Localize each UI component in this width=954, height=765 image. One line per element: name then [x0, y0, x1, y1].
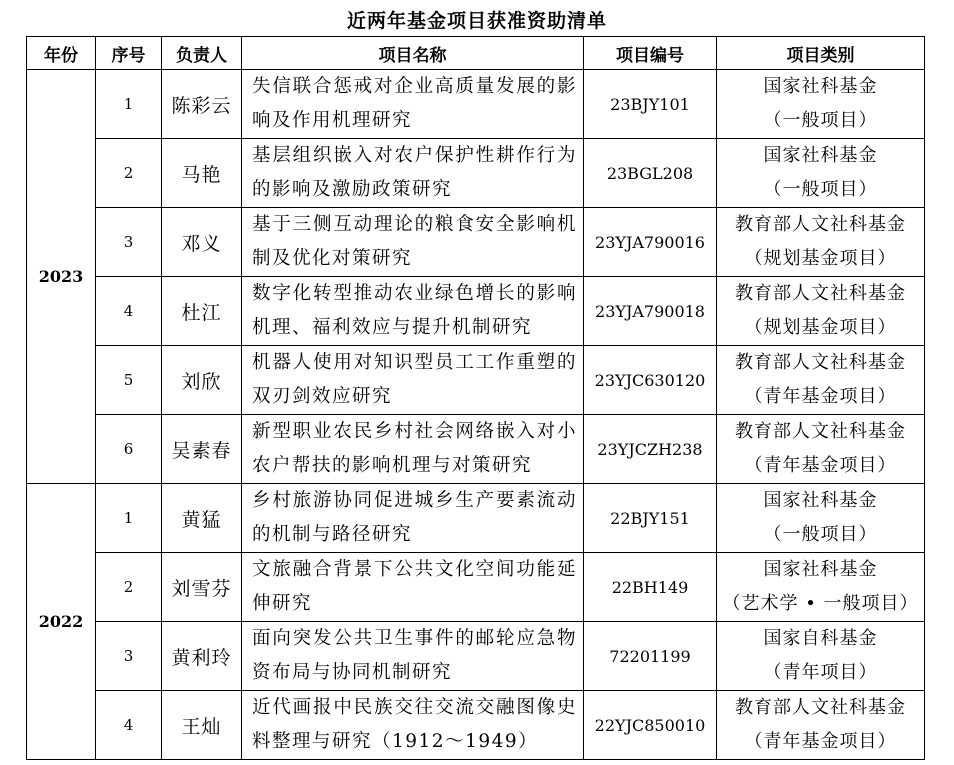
category-cell [717, 139, 925, 208]
funding-table [26, 36, 925, 760]
project-code-cell: 22YJC850010 [584, 691, 717, 760]
person-cell: 王灿 [162, 691, 242, 760]
category-line: 教育部人文社科基金 [735, 214, 906, 235]
header-code: 项目编号 [584, 37, 717, 70]
table-row [27, 208, 925, 277]
seq-cell: 2 [96, 553, 162, 622]
table-row [27, 70, 925, 139]
project-name-cell: 基于三侧互动理论的粮食安全影响机制及优化对策研究 [242, 208, 584, 277]
category-cell [717, 553, 925, 622]
header-name: 项目名称 [242, 37, 584, 70]
project-name-cell: 数字化转型推动农业绿色增长的影响机理、福利效应与提升机制研究 [242, 277, 584, 346]
project-name-cell: 基层组织嵌入对农户保护性耕作行为的影响及激励政策研究 [242, 139, 584, 208]
person-cell: 刘欣 [162, 346, 242, 415]
seq-cell: 6 [96, 415, 162, 484]
category-subline: （一般项目） [763, 179, 878, 200]
category-subline: （艺术学 • 一般项目） [722, 593, 919, 614]
category-line: 国家自科基金 [763, 628, 878, 649]
category-cell [717, 277, 925, 346]
project-code-cell: 72201199 [584, 622, 717, 691]
category-line: 国家社科基金 [763, 559, 878, 580]
category-line: 国家社科基金 [763, 145, 878, 166]
category-subline: （青年基金项目） [744, 731, 897, 752]
category-subline: （青年基金项目） [744, 386, 897, 407]
table-row [27, 346, 925, 415]
category-line: 教育部人文社科基金 [735, 352, 906, 373]
project-code-cell: 23YJA790018 [584, 277, 717, 346]
category-subline: （一般项目） [763, 110, 878, 131]
project-name-cell: 失信联合惩戒对企业高质量发展的影响及作用机理研究 [242, 70, 584, 139]
header-year: 年份 [27, 37, 96, 70]
table-row [27, 415, 925, 484]
project-name-cell: 面向突发公共卫生事件的邮轮应急物资布局与协同机制研究 [242, 622, 584, 691]
table-row [27, 553, 925, 622]
project-code-cell: 22BJY151 [584, 484, 717, 553]
seq-cell: 1 [96, 70, 162, 139]
project-name-cell: 文旅融合背景下公共文化空间功能延伸研究 [242, 553, 584, 622]
category-subline: （青年项目） [763, 662, 878, 683]
person-cell: 陈彩云 [162, 70, 242, 139]
person-cell: 吴素春 [162, 415, 242, 484]
project-code-cell: 23YJC630120 [584, 346, 717, 415]
project-name-cell: 机器人使用对知识型员工工作重塑的双刃剑效应研究 [242, 346, 584, 415]
category-cell [717, 208, 925, 277]
project-code-cell: 22BH149 [584, 553, 717, 622]
header-category: 项目类别 [717, 37, 925, 70]
table-row [27, 691, 925, 760]
category-subline: （一般项目） [763, 524, 878, 545]
header-row [27, 37, 925, 70]
table-row [27, 277, 925, 346]
person-cell: 邓义 [162, 208, 242, 277]
project-code-cell: 23YJA790016 [584, 208, 717, 277]
person-cell: 刘雪芬 [162, 553, 242, 622]
category-cell [717, 691, 925, 760]
header-seq: 序号 [96, 37, 162, 70]
category-line: 教育部人文社科基金 [735, 697, 906, 718]
category-cell [717, 70, 925, 139]
project-name-cell: 新型职业农民乡村社会网络嵌入对小农户帮扶的影响机理与对策研究 [242, 415, 584, 484]
seq-cell: 5 [96, 346, 162, 415]
category-cell [717, 415, 925, 484]
category-cell [717, 346, 925, 415]
category-subline: （青年基金项目） [744, 455, 897, 476]
seq-cell: 1 [96, 484, 162, 553]
person-cell: 黄猛 [162, 484, 242, 553]
seq-cell: 4 [96, 277, 162, 346]
seq-cell: 3 [96, 622, 162, 691]
header-person: 负责人 [162, 37, 242, 70]
category-subline: （规划基金项目） [744, 248, 897, 269]
table-row [27, 139, 925, 208]
category-cell [717, 484, 925, 553]
category-cell [717, 622, 925, 691]
person-cell: 黄利玲 [162, 622, 242, 691]
project-code-cell: 23BJY101 [584, 70, 717, 139]
seq-cell: 2 [96, 139, 162, 208]
project-code-cell: 23YJCZH238 [584, 415, 717, 484]
table-row [27, 622, 925, 691]
category-line: 教育部人文社科基金 [735, 283, 906, 304]
page-title: 近两年基金项目获准资助清单 [346, 10, 607, 32]
project-name-cell: 乡村旅游协同促进城乡生产要素流动的机制与路径研究 [242, 484, 584, 553]
person-cell: 马艳 [162, 139, 242, 208]
category-subline: （规划基金项目） [744, 317, 897, 338]
project-name-cell: 近代画报中民族交往交流交融图像史料整理与研究（1912～1949） [242, 691, 584, 760]
category-line: 国家社科基金 [763, 490, 878, 511]
person-cell: 杜江 [162, 277, 242, 346]
seq-cell: 3 [96, 208, 162, 277]
category-line: 国家社科基金 [763, 76, 878, 97]
seq-cell: 4 [96, 691, 162, 760]
project-code-cell: 23BGL208 [584, 139, 717, 208]
table-row [27, 484, 925, 553]
year-cell: 2023 [27, 70, 96, 484]
year-cell: 2022 [27, 484, 96, 760]
category-line: 教育部人文社科基金 [735, 421, 906, 442]
